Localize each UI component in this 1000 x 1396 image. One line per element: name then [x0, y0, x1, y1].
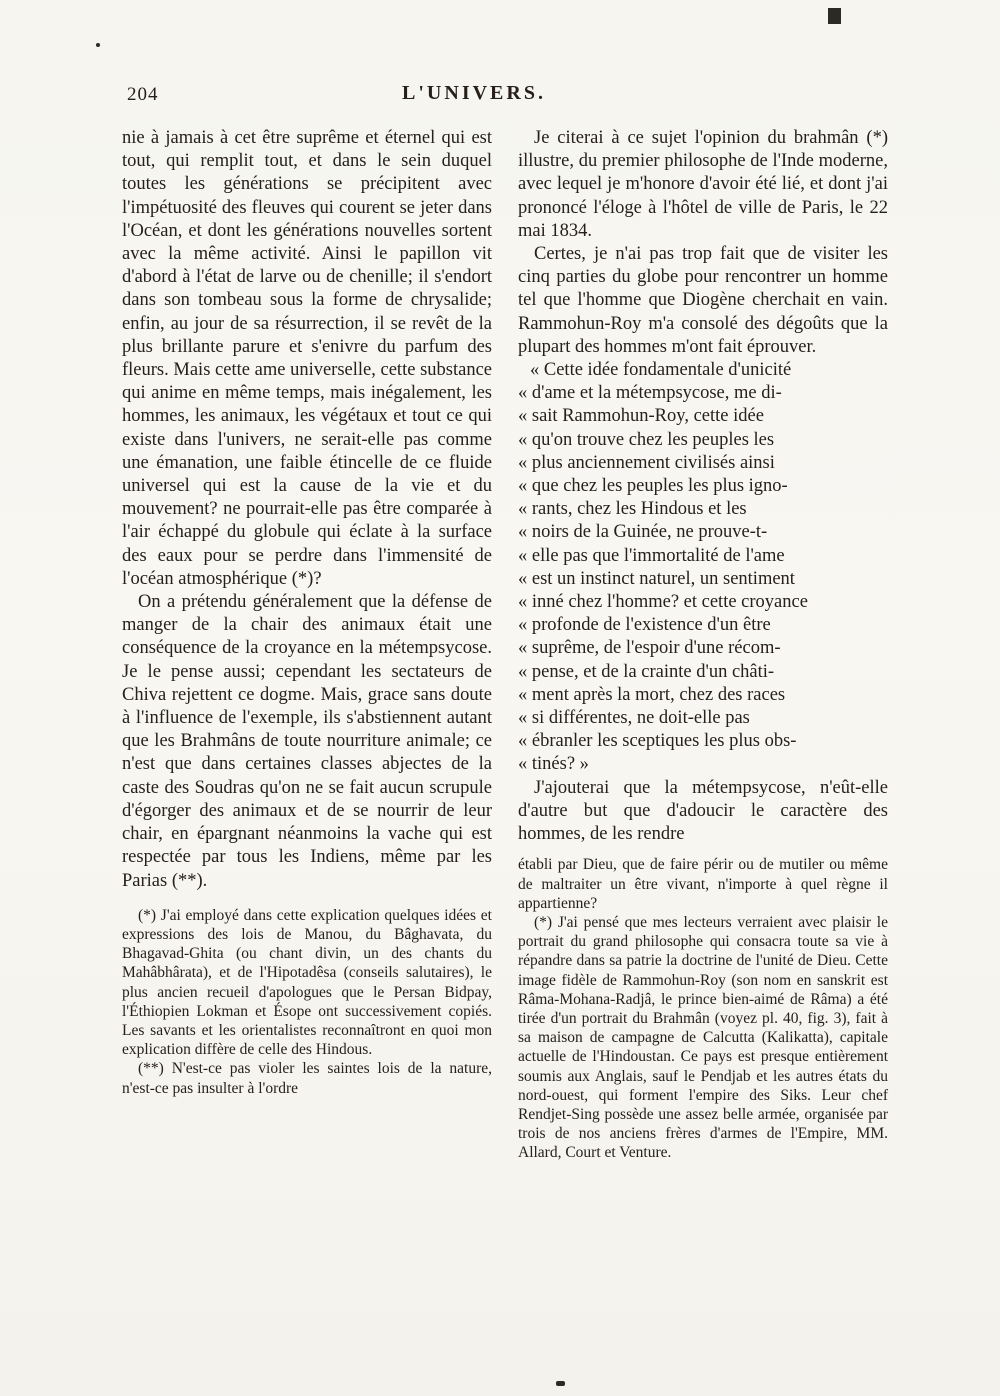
quote-line: « Cette idée fondamentale d'unicité: [530, 360, 792, 381]
scan-artifact: [828, 8, 841, 24]
text-columns: [122, 127, 888, 1163]
quote-line: « est un instinct naturel, un sentiment: [518, 568, 795, 589]
quote-line: « noirs de la Guinée, ne prouve-t-: [518, 522, 768, 543]
left-column: [122, 127, 492, 1163]
quote-line: « inné chez l'homme? et cette croyance: [518, 592, 808, 613]
paragraph: nie à jamais à cet être suprême et éternel qui est tout, qui remplit tout, et dans le sein duquel toutes les générations se précipitent avec l'impétuosité des fleuves qui courent se jeter dans l'Océan, et dont les générations nouvelles sortent avec la même activité. Ainsi le papillon vit d'abord à l'état de larve ou de chenille; il s'endort dans son tombeau sous la forme de chrysalide; enfin, au jour de sa résurrection, il se revêt de la plus brillante parure et s'enivre du parfum des fleurs. Mais cette ame universelle, cette substance qui anime en même temps, mais inégalement, les hommes, les animaux, les végétaux et tout ce qui existe dans l'univers, ne serait-elle pas comme une émanation, une faible étincelle de ce fluide universel qui est la cause de la vie et du mouvement? ne pourrait-elle pas être comparée à l'air échappé du globule qui éclate à la surface des eaux pour se perdre dans l'immensité de l'océan atmosphérique (*)?: [122, 128, 492, 589]
right-footnotes: [518, 855, 888, 1162]
quote-line: « d'ame et la métempsycose, me di-: [518, 383, 782, 404]
footnote: (*) J'ai employé dans cette explication quelques idées et expressions des lois de Manou, du Bâghavata, du Bhagavad-Ghita (ou chant divin, un des chants du Mahâbhârata), et de l'Hipotadêsa (conseils salutaires), le plus ancien recueil d'apologues que le Persan Bidpay, l'Éthiopien Lokman et Ésope ont successivement copiés. Les savants et les orientalistes reconnaîtront en quoi mon explication diffère de celle des Hindous.: [122, 906, 492, 1059]
quotation-block: [518, 359, 888, 777]
quote-line: « ébranler les sceptiques les plus obs-: [518, 731, 797, 752]
quote-line: « qu'on trouve chez les peuples les: [518, 429, 775, 450]
quote-line: « sait Rammohun-Roy, cette idée: [518, 406, 764, 427]
footnote: établi par Dieu, que de faire périr ou de mutiler ou même de maltraiter un être vivant, n'importe à quel règne il appartienne?: [518, 856, 888, 912]
quote-line: « rants, chez les Hindous et les: [518, 499, 747, 520]
footnote: (*) J'ai pensé que mes lecteurs verraient avec plaisir le portrait du grand philosophe qui consacra toute sa vie à répandre dans sa patrie la doctrine de l'unité de Dieu. Cette image fidèle de Rammohun-Roy (son nom en sanskrit est Râma-Mohana-Radjâ, le prince bien-aimé de Râma) a été tirée d'un portrait du Brahmân (voyez pl. 40, fig. 3), fait à sa maison de campagne de Calcutta (Kalikatta), capitale actuelle de l'Hindoustan. Ce pays est presque entièrement soumis aux Anglais, sauf le Pendjab et les autres états du nord-ouest, qui forment l'empire des Siks. Leur chef Rendjet-Sing possède une assez belle armée, organisée par trois de nos anciens frères d'armes de l'Empire, MM. Allard, Court et Venture.: [518, 913, 888, 1162]
left-footnotes: [122, 906, 492, 1098]
quote-line: « suprême, de l'espoir d'une récom-: [518, 638, 781, 659]
quote-line: « plus anciennement civilisés ainsi: [518, 452, 775, 473]
paragraph: Je citerai à ce sujet l'opinion du brahmân (*) illustre, du premier philosophe de l'Inde moderne, avec lequel je m'honore d'avoir été lié, et dont j'ai prononcé l'éloge à l'hôtel de ville de Paris, le 22 mai 1834.: [518, 128, 888, 241]
running-title: L'UNIVERS.: [402, 82, 546, 104]
quote-line: « si différentes, ne doit-elle pas: [518, 708, 750, 729]
quote-line: « elle pas que l'immortalité de l'ame: [518, 545, 785, 566]
paragraph: Certes, je n'ai pas trop fait que de visiter les cinq parties du globe pour rencontrer un homme tel que l'homme que Diogène cherchait en vain. Rammohun-Roy m'a consolé des dégoûts que la plupart des hommes m'ont fait éprouver.: [518, 244, 888, 357]
quote-line: « pense, et de la crainte d'un châti-: [518, 661, 775, 682]
quote-line: « profonde de l'existence d'un être: [518, 615, 771, 636]
right-column: [518, 127, 888, 1163]
scan-artifact: [556, 1381, 565, 1386]
scan-artifact: [96, 43, 100, 47]
quote-line: « tinés? »: [518, 754, 589, 775]
paragraph: J'ajouterai que la métempsycose, n'eût-elle d'autre but que d'adoucir le caractère des hommes, de les rendre: [518, 777, 888, 845]
footnote: (**) N'est-ce pas violer les saintes lois de la nature, n'est-ce pas insulter à l'ordre: [122, 1060, 492, 1097]
quote-line: « que chez les peuples les plus igno-: [518, 476, 788, 497]
quote-line: « ment après la mort, chez des races: [518, 684, 786, 705]
page-number: 204: [127, 84, 159, 105]
paragraph: On a prétendu généralement que la défense de manger de la chair des animaux était une conséquence de la croyance en la métempsycose. Je le pense aussi; cependant les sectateurs de Chiva rejettent ce dogme. Mais, grace sans doute à l'influence de l'exemple, ils s'abstiennent autant que les Brahmâns de toute nourriture animale; ce n'est que dans certaines classes abjectes de la caste des Soudras qu'on ne se fait aucun scrupule d'égorger des animaux et de se nourrir de leur chair, en épargnant néanmoins la vache qui est respectée par tous les Indiens, même par les Parias (**).: [122, 592, 492, 891]
